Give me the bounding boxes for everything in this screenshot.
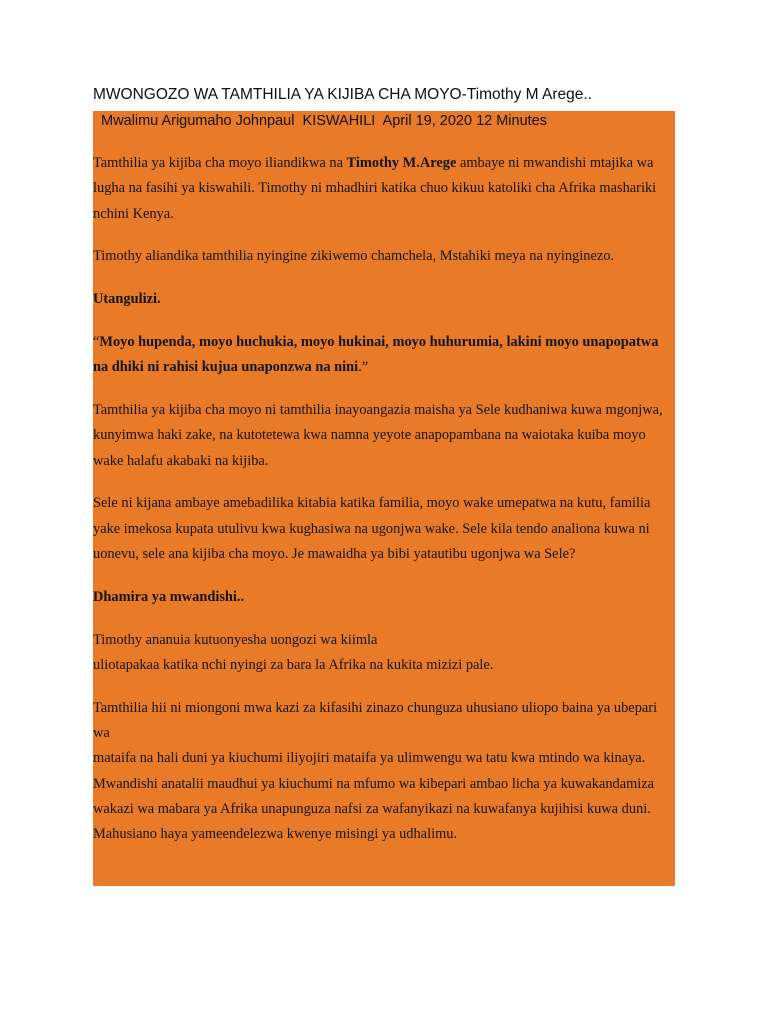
quote-close-mark: .” xyxy=(358,359,369,376)
intro-text-end: ambaye ni mwandishi mtajika wa lugha na fasihi ya kiswahili. Timothy ni mhadhiri katika chuo kikuu katoliki cha Afrika mashariki nchini Kenya. xyxy=(93,155,657,222)
other-works-paragraph: Timothy aliandika tamthilia nyingine zikiwemo chamchela, Mstahiki meya na nyinginezo. xyxy=(93,248,615,265)
quote-paragraph xyxy=(93,330,667,381)
dhamira-heading-text: Dhamira ya mwandishi.. xyxy=(93,588,245,605)
dhamira-heading xyxy=(93,585,667,610)
author-meta-line: Mwalimu Arigumaho Johnpaul KISWAHILI April 19, 2020 12 Minutes xyxy=(97,113,547,129)
document-title: MWONGOZO WA TAMTHILIA YA KIJIBA CHA MOYO-Timothy M Arege.. xyxy=(93,86,592,103)
intro-paragraph xyxy=(93,151,667,227)
dhamira-p1-line2: uliotapakaa katika nchi nyingi za bara la Afrika na kukita mizizi pale. xyxy=(93,656,494,673)
dhamira-p2-part2: mataifa na hali duni ya kiuchumi iliyojiri mataifa ya ulimwengu wa tatu kwa mtindo wa kinaya. Mwandishi anatalii maudhui ya kiuchumi na mfumo wa kibepari ambao licha ya kuwakandamiza wakazi wa mabara ya Afrika unapunguza nafsi za wafanyikazi na kuwafanya kujihisi kuwa duni. Mahusiano haya yameendelezwa kwenye misingi ya udhalimu. xyxy=(93,750,655,843)
quote-text: Moyo hupenda, moyo huchukia, moyo hukinai, moyo huhurumia, lakini moyo unapopatwa na dhiki ni rahisi kujua unaponzwa na nini xyxy=(93,333,659,376)
dhamira-paragraph-2 xyxy=(93,696,667,848)
article-body xyxy=(93,151,667,865)
quote-open-mark: “ xyxy=(93,333,100,350)
utangulizi-heading xyxy=(93,287,667,312)
dhamira-paragraph-1 xyxy=(93,628,667,679)
author-name: Timothy M.Arege xyxy=(346,155,457,171)
utangulizi-paragraph-1: Tamthilia ya kijiba cha moyo ni tamthilia inayoangazia maisha ya Sele kudhaniwa kuwa mgonjwa, kunyimwa haki zake, na kutotetewa kwa namna yeyote anapopambana na waiotaka kuiba moyo wake halafu akabaki na kijiba. xyxy=(93,402,663,469)
highlighted-article-block xyxy=(93,111,675,886)
utangulizi-paragraph-2: Sele ni kijana ambaye amebadilika kitabia katika familia, moyo wake umepatwa na kutu, familia yake imekosa kupata utulivu kwa kughasiwa na ugonjwa wake. Sele kila tendo analiona kuwa ni uonevu, sele ana kijiba cha moyo. Je mawaidha ya bibi yatautibu ugonjwa wa Sele? xyxy=(93,495,651,563)
dhamira-p1-line1: Timothy ananuia kutuonyesha uongozi wa kiimla xyxy=(93,631,378,648)
utangulizi-heading-text: Utangulizi. xyxy=(93,291,161,308)
intro-text-start: Tamthilia ya kijiba cha moyo iliandikwa na xyxy=(93,155,347,171)
dhamira-p2-part1: Tamthilia hii ni miongoni mwa kazi za kifasihi zinazo chunguza uhusiano uliopo baina ya ubepari wa xyxy=(93,699,658,742)
